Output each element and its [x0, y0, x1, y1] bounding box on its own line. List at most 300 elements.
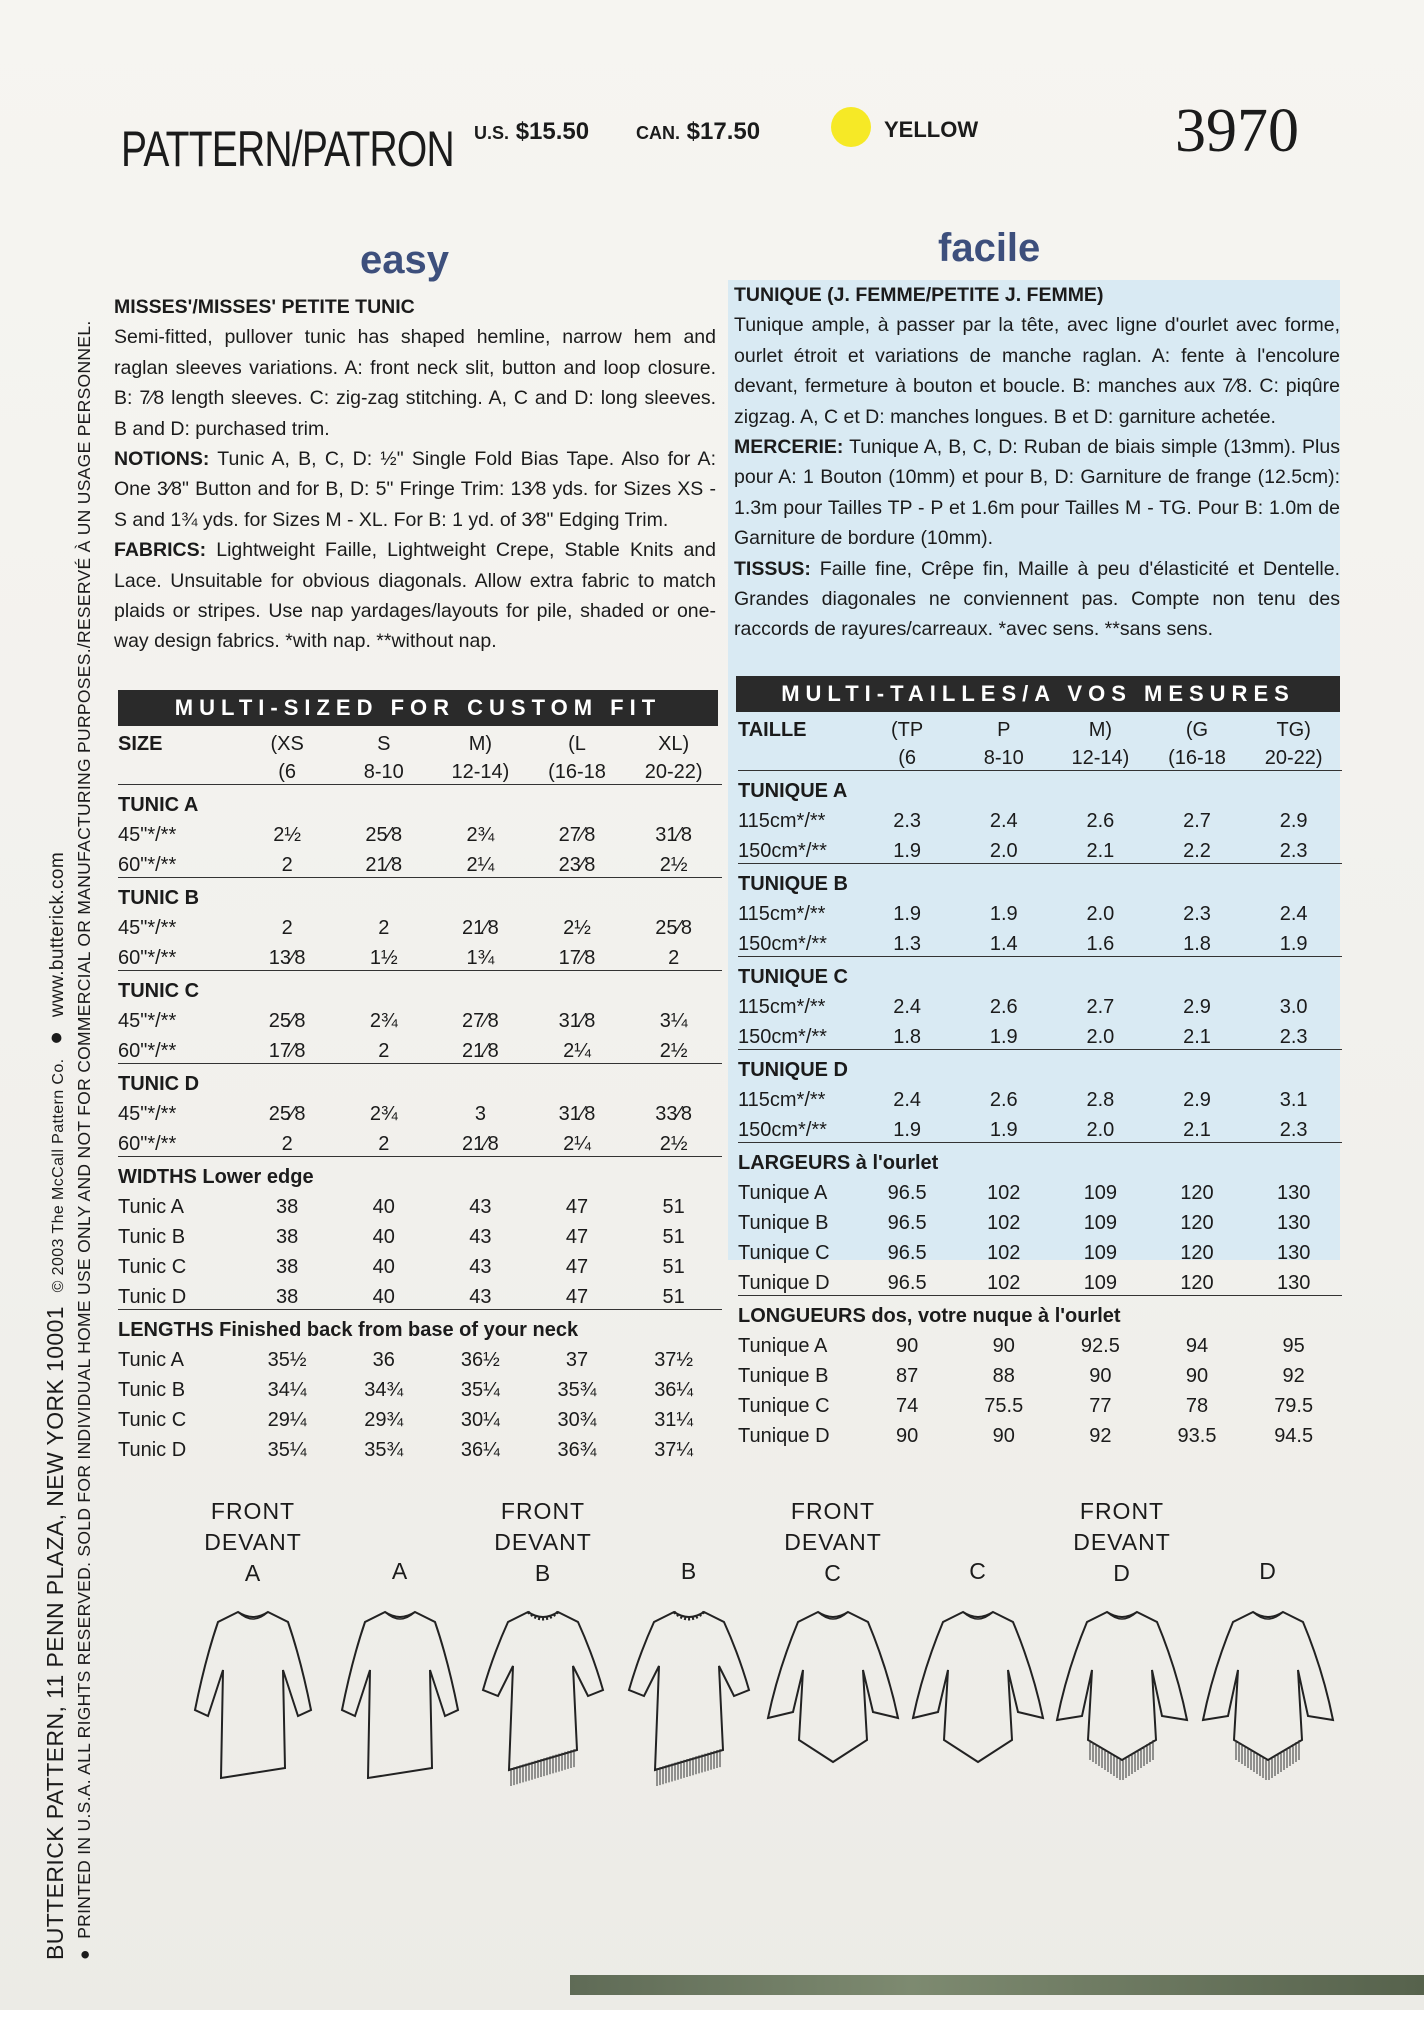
size-label: SIZE [118, 733, 163, 755]
fringe-trim [657, 1749, 720, 1786]
yardage-value: 21⁄8 [432, 1033, 529, 1064]
width-value: 51 [662, 1256, 685, 1278]
width-value: 47 [565, 1196, 589, 1218]
length-value: 36¼ [654, 1379, 694, 1401]
view-letter: A [391, 1558, 409, 1584]
table-row [118, 847, 722, 878]
table-row [118, 1310, 722, 1343]
size-letter: XL) [658, 733, 690, 755]
table-row [118, 1064, 722, 1097]
yardage-value: 2 [335, 1126, 432, 1157]
table-row [118, 1402, 722, 1432]
french-notions: MERCERIE: Tunique A, B, C, D: Ruban de biais simple (13mm). Plus pour A: 1 Bouton (10mm) et pour B, D: Garniture de frange (12.5cm): 1.3m pour Tailles TP - P et 1.6m pour Tailles M - TG. Pour B: 1.0m de Garniture de bordure (10mm). [734, 436, 1340, 550]
size-number: (6 [859, 742, 956, 771]
fabric-width: 45"*/** [118, 1103, 177, 1125]
width-value: 96.5 [887, 1212, 927, 1234]
table-row [118, 785, 722, 818]
color-label: YELLOW [884, 117, 979, 142]
yardage-value: 1.9 [955, 1112, 1052, 1143]
yardage-value: 1.9 [1245, 926, 1342, 957]
yardage-value: 2½ [625, 1033, 722, 1064]
yardage-value: 17⁄8 [529, 940, 626, 971]
yardage-value: 1.6 [1052, 926, 1149, 957]
yardage-value: 2.3 [1245, 833, 1342, 864]
width-value: 40 [372, 1256, 395, 1278]
length-value: 90 [1089, 1365, 1112, 1387]
yardage-value: 27⁄8 [462, 1010, 499, 1032]
width-value: 51 [662, 1226, 685, 1248]
width-value: 109 [1083, 1242, 1118, 1264]
fabric-width: 115cm*/** [738, 810, 826, 832]
length-value: 29¼ [267, 1409, 307, 1431]
table-row [738, 742, 1342, 771]
view-letter: C [969, 1558, 987, 1584]
fabric-width: 115cm*/** [738, 1089, 826, 1111]
yardage-value: 1¾ [432, 940, 529, 971]
view-name: Tunic C [118, 1409, 187, 1431]
view-label-b [463, 1496, 623, 1589]
english-size-bar: MULTI-SIZED FOR CUSTOM FIT [118, 690, 718, 726]
yardage-value: 27⁄8 [558, 824, 596, 846]
front-label: FRONT [500, 1498, 586, 1524]
width-value: 51 [662, 1196, 685, 1218]
table-row [118, 1279, 722, 1310]
english-notions: NOTIONS: Tunic A, B, C, D: ½" Single Fold Bias Tape. Also for A: One 3⁄8" Button and for B, D: 5" Fringe Trim: 13⁄8 yds. for Sizes XS - S and 1¾ yds. for Sizes M - XL. For B: 1 yd. of 3⁄8" Edging Trim. [114, 448, 716, 531]
table-row [118, 1432, 722, 1462]
table-row [738, 1418, 1342, 1448]
width-value: 38 [239, 1279, 336, 1310]
table-row [738, 714, 1342, 742]
fabric-width: 45"*/** [118, 917, 177, 939]
length-value: 34¼ [267, 1379, 307, 1401]
width-value: 109 [1083, 1182, 1118, 1204]
size-number: 8-10 [335, 756, 432, 785]
table-row [118, 1126, 722, 1157]
yardage-value: 2¼ [432, 847, 529, 878]
french-size-bar: MULTI-TAILLES/A VOS MESURES [736, 676, 1340, 712]
length-value: 30¼ [460, 1409, 500, 1431]
width-value: 120 [1149, 1265, 1246, 1296]
table-row [738, 833, 1342, 864]
front-label: FRONT [210, 1498, 296, 1524]
length-value: 78 [1185, 1395, 1209, 1417]
length-value: 92.5 [1080, 1335, 1120, 1357]
yardage-value: 1.4 [955, 926, 1052, 957]
yardage-value: 2.4 [893, 996, 922, 1018]
yardage-value: 2¾ [369, 1010, 398, 1032]
fabric-width: 150cm*/** [738, 833, 859, 864]
fabric-width: 60"*/** [118, 940, 239, 971]
view-letter: B [680, 1558, 698, 1584]
yardage-value: 2.8 [1086, 1089, 1115, 1111]
width-value: 38 [276, 1256, 299, 1278]
length-value: 92 [1089, 1425, 1112, 1447]
width-value: 96.5 [859, 1265, 956, 1296]
yardage-value: 1.9 [989, 903, 1018, 925]
width-value: 130 [1276, 1212, 1311, 1234]
yardage-value: 21⁄8 [335, 847, 432, 878]
english-title: MISSES'/MISSES' PETITE TUNIC [114, 296, 415, 318]
yardage-value: 2.6 [1086, 810, 1115, 832]
width-value: 47 [565, 1256, 589, 1278]
size-number: 8-10 [955, 742, 1052, 771]
yardage-value: 2.3 [1183, 903, 1211, 925]
length-value: 30¾ [557, 1409, 597, 1431]
table-row [118, 817, 722, 847]
length-value: 35¾ [557, 1379, 597, 1401]
size-letter: P [997, 719, 1011, 741]
size-letter: (XS [270, 733, 304, 755]
view-label-c [753, 1496, 913, 1589]
yardage-value: 1.9 [859, 1112, 956, 1143]
view-label-c [898, 1556, 1058, 1587]
front-label: FRONT [1079, 1498, 1165, 1524]
fabric-width: 115cm*/** [738, 903, 826, 925]
view-name: Tunique B [738, 1365, 829, 1387]
fabric-width: 150cm*/** [738, 1019, 859, 1050]
width-value: 43 [469, 1196, 492, 1218]
length-value: 90 [992, 1335, 1015, 1357]
table-row [738, 1143, 1342, 1176]
table-row [738, 1388, 1342, 1418]
yardage-value: 2.7 [1183, 810, 1211, 832]
table-row [738, 957, 1342, 990]
tunic-outline [1057, 1612, 1187, 1760]
french-body: Tunique ample, à passer par la tête, avec ligne d'ourlet avec forme, ourlet étroit et variations de manche raglan. A: fente à l'encolure devant, fermeture à bouton et boucle. B: manches aux 7⁄8. C: piqûre zigzag. A, C et D: manches longues. B et D: garniture achetée. [734, 314, 1340, 428]
view-name: Tunic D [118, 1439, 187, 1461]
size-number: 20-22) [1245, 742, 1342, 771]
table-row [118, 878, 722, 911]
tunic-sketch-c [908, 1600, 1048, 1790]
fabric-width: 60"*/** [118, 1033, 239, 1064]
length-value: 90 [896, 1425, 919, 1447]
yardage-value: 2 [281, 917, 293, 939]
table-row [118, 1372, 722, 1402]
yardage-value: 23⁄8 [529, 847, 626, 878]
length-value: 35¼ [460, 1379, 500, 1401]
view-label-a [320, 1556, 480, 1587]
length-value: 88 [992, 1365, 1015, 1387]
width-value: 47 [529, 1279, 626, 1310]
fabric-width: 150cm*/** [738, 926, 859, 957]
length-value: 35¾ [364, 1439, 404, 1461]
yardage-value: 2.9 [1279, 810, 1308, 832]
yardage-value: 2¾ [466, 824, 495, 846]
tunic-sketch-d [1198, 1600, 1338, 1790]
pattern-title: PATTERN/PATRON [121, 121, 454, 177]
tunic-outline [629, 1612, 749, 1770]
yardage-value: 31⁄8 [558, 1010, 596, 1032]
size-number: (6 [239, 756, 336, 785]
length-value: 31¼ [654, 1409, 694, 1431]
width-value: 102 [955, 1265, 1052, 1296]
table-row [118, 940, 722, 971]
view-letter: D [1113, 1560, 1131, 1586]
tunic-outline [1203, 1612, 1333, 1760]
tunic-sketch-a [183, 1600, 323, 1790]
view-name: Tunic D [118, 1279, 239, 1310]
table-cell [738, 742, 859, 771]
tunic-sketch-b [619, 1600, 759, 1790]
width-value: 38 [276, 1226, 299, 1248]
width-value: 40 [372, 1196, 395, 1218]
devant-label: DEVANT [204, 1529, 302, 1555]
widths-title: WIDTHS Lower edge [118, 1166, 314, 1188]
yardage-value: 31⁄8 [655, 824, 693, 846]
view-name: Tunique C [738, 1242, 830, 1264]
width-value: 120 [1180, 1182, 1214, 1204]
yardage-value: 2 [378, 917, 390, 939]
lengths-title: LONGUEURS dos, votre nuque à l'ourlet [738, 1305, 1121, 1327]
tunic-outline [342, 1612, 458, 1778]
english-fabrics: FABRICS: Lightweight Faille, Lightweight Crepe, Stable Knits and Lace. Unsuitable for obvious diagonals. Allow extra fabric to match plaids or stripes. Use nap yardages/layouts for pile, shaded or one-way design fabrics. *with nap. **without nap. [114, 539, 716, 653]
yardage-value: 1.9 [955, 1019, 1052, 1050]
view-group-label: TUNIC D [118, 1073, 200, 1095]
size-letter: M) [1088, 719, 1113, 741]
tunic-sketch-b [473, 1600, 613, 1790]
size-letter: (L [568, 733, 586, 755]
width-value: 130 [1245, 1265, 1342, 1296]
yardage-value: 33⁄8 [655, 1103, 693, 1125]
lengths-title: LENGTHS Finished back from base of your neck [118, 1319, 579, 1341]
fabric-width: 115cm*/** [738, 996, 826, 1018]
side-publisher-text: BUTTERICK PATTERN, 11 PENN PLAZA, NEW YORK 10001 © 2003 The McCall Pattern Co. ● www.butterick.com [42, 851, 68, 1960]
table-row [738, 1050, 1342, 1083]
yardage-value: 13⁄8 [239, 940, 336, 971]
tunic-outline [768, 1612, 898, 1762]
table-row [118, 1189, 722, 1219]
width-value: 96.5 [887, 1182, 927, 1204]
yardage-value: 2.3 [1245, 1112, 1342, 1143]
view-group-label: TUNIQUE C [738, 966, 848, 988]
tunic-outline [195, 1612, 311, 1778]
view-name: Tunique A [738, 1182, 828, 1204]
length-value: 79.5 [1274, 1395, 1314, 1417]
length-value: 75.5 [984, 1395, 1024, 1417]
yardage-value: 25⁄8 [268, 1103, 306, 1125]
width-value: 40 [372, 1226, 395, 1248]
yardage-value: 2.1 [1052, 833, 1149, 864]
front-label: FRONT [790, 1498, 876, 1524]
length-value: 35¼ [267, 1439, 307, 1461]
yardage-value: 25⁄8 [365, 824, 403, 846]
color-dot-icon [831, 107, 871, 147]
yardage-value: 2¼ [529, 1126, 626, 1157]
table-row [118, 1342, 722, 1372]
table-row [738, 926, 1342, 957]
english-body: Semi-fitted, pullover tunic has shaped hemline, narrow hem and raglan sleeves variations. A: front neck slit, button and loop closure. B: 7⁄8 length sleeves. C: zig-zag stitching. A, C and D: long sleeves. B and D: purchased trim. [114, 326, 716, 440]
table-row [118, 1249, 722, 1279]
table-row [738, 1296, 1342, 1329]
width-value: 43 [432, 1279, 529, 1310]
length-value: 93.5 [1177, 1425, 1217, 1447]
bottom-edge-strip [570, 1975, 1424, 1995]
yardage-value: 3.0 [1279, 996, 1308, 1018]
size-letter: S [377, 733, 391, 755]
view-name: Tunic A [118, 1349, 184, 1371]
french-fabrics: TISSUS: Faille fine, Crêpe fin, Maille à peu d'élasticité et Dentelle. Grandes diagonales ne conviennent pas. Compte non tenu des raccords de rayures/carreaux. *avec sens. **sans sens. [734, 557, 1341, 641]
length-value: 36¾ [557, 1439, 597, 1461]
yardage-value: 2.9 [1183, 996, 1211, 1018]
size-number: 20-22) [625, 756, 722, 785]
width-value: 102 [987, 1212, 1021, 1234]
yardage-value: 21⁄8 [462, 917, 499, 939]
english-size-table [118, 728, 722, 1462]
tunic-sketch-d [1052, 1600, 1192, 1790]
table-row [118, 1033, 722, 1064]
view-name: Tunique D [738, 1265, 859, 1296]
yardage-value: 2.3 [893, 810, 922, 832]
fringe-trim [511, 1749, 574, 1786]
yardage-value: 2 [625, 940, 722, 971]
yardage-value: 2.4 [893, 1089, 922, 1111]
length-value: 94 [1185, 1335, 1209, 1357]
length-value: 37½ [654, 1349, 694, 1371]
view-letter: B [534, 1560, 552, 1586]
width-value: 102 [987, 1182, 1021, 1204]
table-row [738, 896, 1342, 926]
pattern-number: 3970 [1175, 97, 1299, 165]
table-row [118, 756, 722, 785]
view-label-b [609, 1556, 769, 1587]
yardage-value: 21⁄8 [432, 1126, 529, 1157]
french-size-table [738, 714, 1342, 1448]
yardage-value: 31⁄8 [558, 1103, 596, 1125]
fabric-width: 60"*/** [118, 847, 239, 878]
yardage-value: 2.0 [1052, 1019, 1149, 1050]
neckline [674, 1612, 704, 1619]
table-row [118, 1157, 722, 1190]
fabric-width: 60"*/** [118, 1126, 239, 1157]
bottom-margin [0, 2010, 1424, 2035]
length-value: 36¼ [460, 1439, 500, 1461]
table-row [738, 1265, 1342, 1296]
table-row [738, 1358, 1342, 1388]
size-letter: (G [1185, 719, 1209, 741]
width-value: 120 [1180, 1212, 1214, 1234]
yardage-value: 2.6 [989, 996, 1018, 1018]
price-us: U.S. $15.50 [474, 118, 590, 145]
length-value: 87 [896, 1365, 919, 1387]
width-value: 38 [276, 1196, 299, 1218]
yardage-value: 1.9 [893, 903, 922, 925]
easy-heading: easy [360, 238, 449, 282]
size-number: 12-14) [432, 756, 529, 785]
view-group-label: TUNIQUE B [738, 873, 848, 895]
size-number: 12-14) [1052, 742, 1149, 771]
table-row [118, 728, 722, 756]
yardage-value: 2.7 [1086, 996, 1115, 1018]
view-name: Tunique C [738, 1395, 830, 1417]
width-value: 130 [1276, 1182, 1311, 1204]
english-description [114, 292, 716, 657]
view-group-label: TUNIQUE D [738, 1059, 848, 1081]
yardage-value: 2½ [273, 824, 302, 846]
width-value: 40 [335, 1279, 432, 1310]
length-value: 95 [1282, 1335, 1305, 1357]
view-name: Tunique B [738, 1212, 829, 1234]
tunic-sketch-a [330, 1600, 470, 1790]
length-value: 34¾ [364, 1379, 404, 1401]
fabric-width: 45"*/** [118, 1010, 177, 1032]
table-row [738, 1205, 1342, 1235]
length-value: 90 [1185, 1365, 1209, 1387]
facile-heading: facile [938, 226, 1041, 270]
length-value: 74 [896, 1395, 919, 1417]
width-value: 51 [625, 1279, 722, 1310]
yardage-value: 2½ [625, 1126, 722, 1157]
width-value: 102 [987, 1242, 1021, 1264]
french-title: TUNIQUE (J. FEMME/PETITE J. FEMME) [734, 284, 1104, 306]
table-row [118, 910, 722, 940]
length-value: 90 [896, 1335, 919, 1357]
width-value: 96.5 [887, 1242, 927, 1264]
view-name: Tunic B [118, 1226, 186, 1248]
table-row [738, 803, 1342, 833]
yardage-value: 2 [239, 847, 336, 878]
size-number: (16-18 [529, 756, 626, 785]
neckline [528, 1612, 558, 1619]
table-row [738, 1235, 1342, 1265]
table-row [118, 1096, 722, 1126]
yardage-value: 17⁄8 [239, 1033, 336, 1064]
yardage-value: 2½ [563, 917, 591, 939]
view-name: Tunique D [738, 1425, 830, 1447]
yardage-value: 2.3 [1245, 1019, 1342, 1050]
view-label-d [1188, 1556, 1348, 1587]
view-group-label: TUNIC C [118, 980, 200, 1002]
yardage-value: 1.3 [859, 926, 956, 957]
view-name: Tunic C [118, 1256, 187, 1278]
yardage-value: 3 [474, 1103, 486, 1125]
view-group-label: TUNIC B [118, 887, 200, 909]
table-row [118, 1219, 722, 1249]
view-letter: D [1259, 1558, 1277, 1584]
width-value: 47 [565, 1226, 589, 1248]
yardage-value: 2.0 [955, 833, 1052, 864]
price-can: CAN. $17.50 [636, 118, 761, 145]
length-value: 35½ [267, 1349, 307, 1371]
yardage-value: 1.8 [1149, 926, 1246, 957]
view-name: Tunic A [118, 1196, 184, 1218]
table-row [118, 971, 722, 1004]
fabric-width: 45"*/** [118, 824, 177, 846]
view-letter: C [824, 1560, 842, 1586]
view-name: Tunic B [118, 1379, 186, 1401]
tunic-outline [913, 1612, 1043, 1762]
table-row [118, 1003, 722, 1033]
table-row [738, 771, 1342, 804]
yardage-value: 1½ [335, 940, 432, 971]
yardage-value: 1.8 [859, 1019, 956, 1050]
yardage-value: 2.9 [1183, 1089, 1211, 1111]
yardage-value: 2.0 [1052, 1112, 1149, 1143]
view-name: Tunique A [738, 1335, 828, 1357]
yardage-value: 2.4 [1279, 903, 1308, 925]
length-value: 90 [992, 1425, 1015, 1447]
yardage-value: 2¼ [529, 1033, 626, 1064]
view-label-d [1042, 1496, 1202, 1589]
table-row [738, 864, 1342, 897]
length-value: 37¼ [654, 1439, 694, 1461]
devant-label: DEVANT [1073, 1529, 1171, 1555]
size-letter: TG) [1276, 719, 1311, 741]
length-value: 36 [372, 1349, 395, 1371]
length-value: 77 [1089, 1395, 1112, 1417]
length-value: 37 [565, 1349, 589, 1371]
width-value: 109 [1083, 1212, 1118, 1234]
tunic-outline [483, 1612, 603, 1770]
